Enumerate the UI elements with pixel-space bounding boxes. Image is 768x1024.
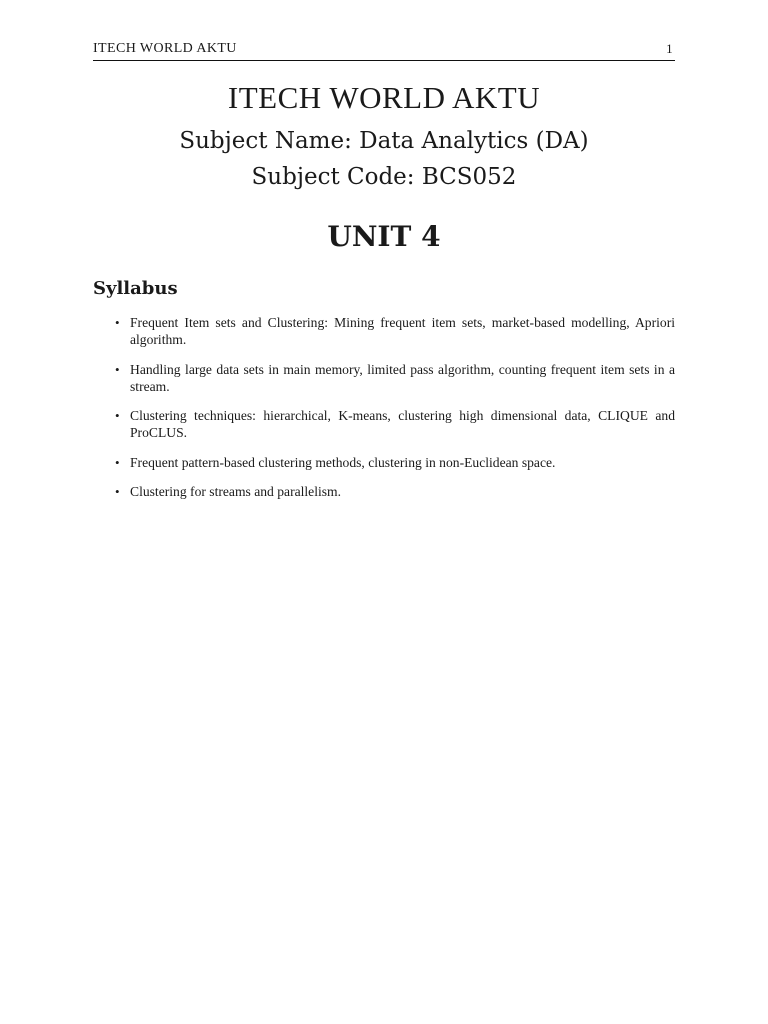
running-header (93, 40, 675, 61)
bullet-icon: • (115, 315, 120, 330)
bullet-icon: • (115, 484, 120, 499)
unit-title: UNIT 4 (327, 220, 441, 253)
running-header-title: ITECH WORLD AKTU (93, 41, 237, 56)
syllabus-list (113, 314, 675, 513)
subject-code: Subject Code: BCS052 (251, 164, 517, 190)
syllabus-heading: Syllabus (93, 278, 178, 299)
list-item (113, 314, 675, 348)
bullet-icon: • (115, 361, 120, 377)
list-item-text: Frequent pattern-based clustering methods, clustering in non-Euclidean space. (130, 454, 556, 470)
document-title: ITECH WORLD AKTU (227, 80, 541, 115)
list-item-text: Clustering techniques: hierarchical, K-means, clustering high dimensional data, CLIQUE and ProCLUS. (130, 408, 675, 440)
bullet-icon: • (115, 408, 120, 423)
list-item-text: Handling large data sets in main memory, limited pass algorithm, counting frequent item sets in a stream. (130, 361, 675, 394)
list-item (113, 361, 675, 395)
list-item-text: Clustering for streams and parallelism. (130, 484, 342, 499)
list-item (113, 454, 675, 471)
page-number: 1 (666, 41, 673, 56)
list-item (113, 407, 675, 441)
list-item-text: Frequent Item sets and Clustering: Mining frequent item sets, market-based modelling, Apriori algorithm. (130, 315, 675, 347)
bullet-icon: • (115, 454, 120, 470)
list-item (113, 483, 675, 500)
subject-name: Subject Name: Data Analytics (DA) (179, 128, 589, 154)
